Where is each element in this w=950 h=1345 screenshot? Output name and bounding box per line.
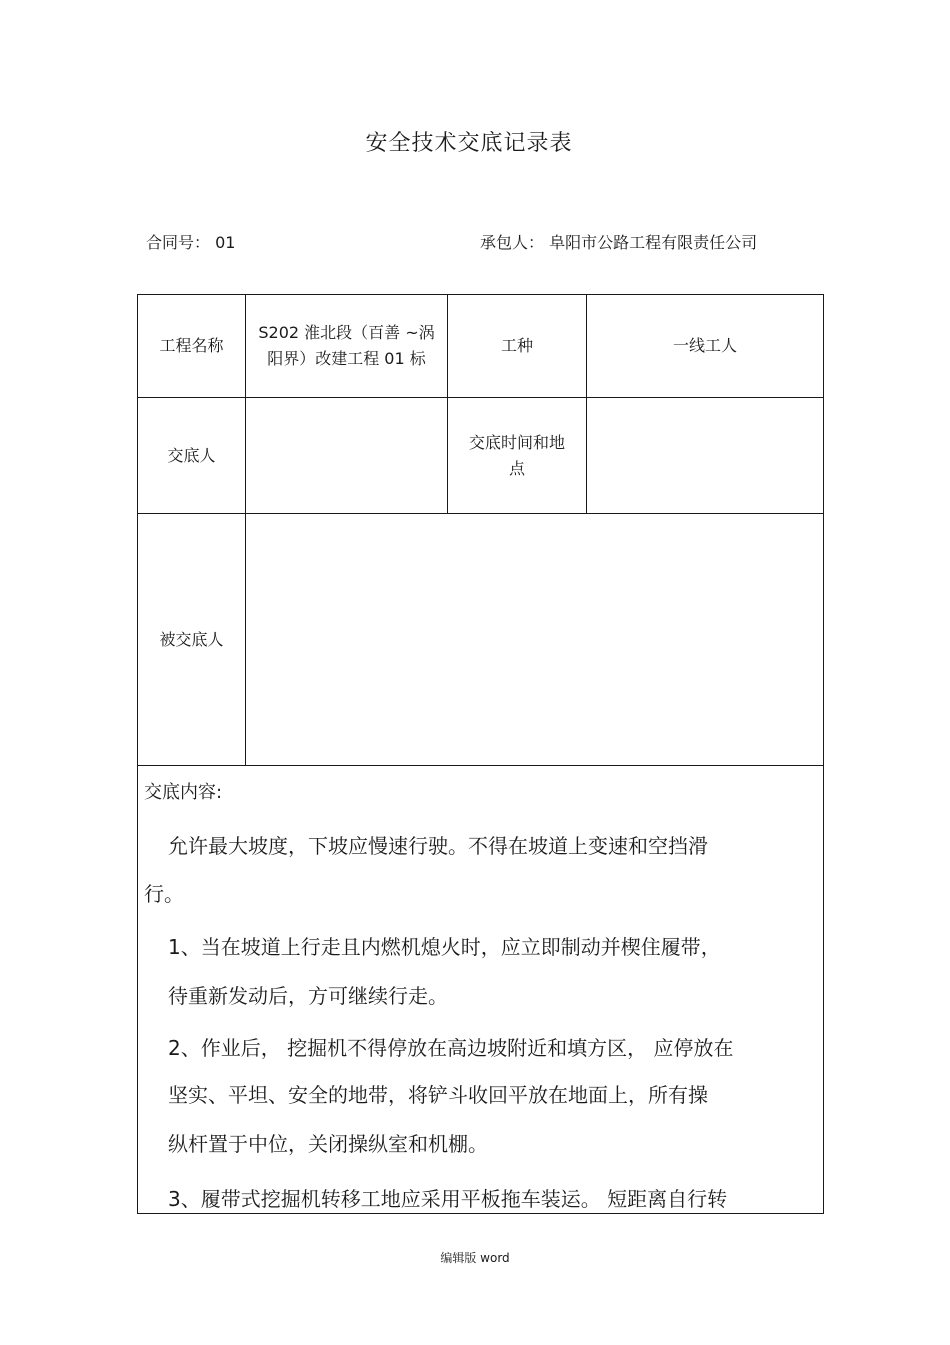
content-line: 纵杆置于中位，关闭操纵室和机棚。: [168, 1132, 488, 1156]
document-title: 安全技术交底记录表: [365, 131, 573, 156]
project-name-value-line1: S202 淮北段（百善 ~涡: [258, 323, 435, 342]
project-name-value-line2: 阳界）改建工程 01 标: [267, 349, 426, 368]
time-place-label-line1: 交底时间和地: [468, 432, 565, 452]
content-line: 行。: [144, 882, 184, 906]
project-name-label: 工程名称: [159, 336, 224, 355]
content-line: 允许最大坡度，下坡应慢速行驶。不得在坡道上变速和空挡滑: [168, 834, 708, 858]
contract-value: 01: [215, 233, 236, 252]
contractor-label: 承包人：: [480, 233, 545, 252]
briefing-content-heading: 交底内容:: [144, 782, 223, 803]
content-line: 2、作业后， 挖掘机不得停放在高边坡附近和填方区， 应停放在: [168, 1036, 734, 1060]
trade-label: 工种: [500, 336, 533, 355]
briefer-label: 交底人: [167, 445, 216, 465]
content-line: 1、当在坡道上行走且内燃机熄火时，应立即制动并楔住履带，: [168, 935, 721, 959]
time-place-value: [587, 398, 823, 513]
contractor-value: 阜阳市公路工程有限责任公司: [549, 233, 758, 252]
table-row-divider: [137, 765, 824, 766]
content-line: 坚实、平坦、安全的地带，将铲斗收回平放在地面上，所有操: [168, 1083, 708, 1107]
contract-number: [146, 230, 235, 253]
time-place-label: [448, 398, 586, 513]
recipients-value: [246, 514, 823, 765]
contract-label: 合同号：: [146, 233, 211, 252]
recipients-label: 被交底人: [159, 629, 224, 649]
content-line: 3、履带式挖掘机转移工地应采用平板拖车装运。 短距离自行转: [168, 1187, 728, 1211]
content-line: 待重新发动后，方可继续行走。: [168, 984, 448, 1008]
briefer-value: [246, 398, 447, 513]
contractor: [480, 230, 757, 253]
time-place-label-line2: 点: [508, 458, 525, 478]
project-name-value: [246, 295, 447, 397]
table-border-bottom: [137, 1213, 824, 1214]
table-border-right: [823, 294, 824, 1214]
page-footer: 编辑版 word: [440, 1251, 510, 1265]
trade-value: 一线工人: [672, 336, 737, 355]
